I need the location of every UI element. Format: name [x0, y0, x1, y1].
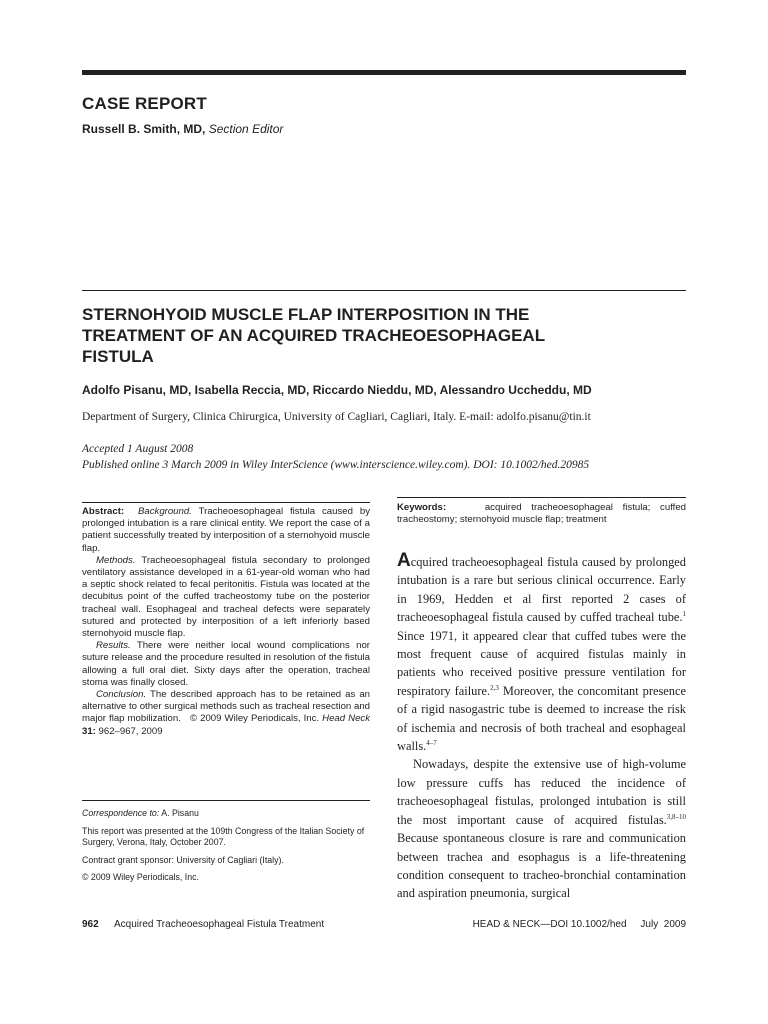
title-line: FISTULA	[82, 347, 154, 366]
body-paragraph: Nowadays, despite the extensive use of high-volume low pressure cuffs has reduced the incidence of tracheoesophageal fistulas, prolonged intubation is still the most important cause of acquired fistulas.$^{3,8-10}$ Because spontaneous closure is rare and communication between trachea and esophagus is a life-threatening condition consequent to tracheo-bronchial contamination and aspiration pneumonia, surgical	[397, 757, 686, 901]
drop-cap: A	[397, 550, 411, 571]
background-label: Background.	[137, 506, 192, 517]
correspondence-note	[82, 808, 370, 820]
author-list: Adolfo Pisanu, MD, Isabella Reccia, MD, Riccardo Nieddu, MD, Alessandro Uccheddu, MD	[82, 383, 592, 397]
affiliation: Department of Surgery, Clinica Chirurgica, University of Cagliari, Cagliari, Italy. E-mail: adolfo.pisanu@tin.it	[82, 411, 591, 423]
section-title: CASE REPORT	[82, 94, 207, 113]
article-title	[82, 304, 662, 367]
abstract	[82, 506, 370, 738]
accepted-date: Accepted 1 August 2008	[82, 443, 194, 455]
abstract-label: Abstract:	[82, 506, 125, 517]
conclusion-label: Conclusion.	[96, 689, 147, 701]
journal-reference: HEAD & NECK—DOI 10.1002/hed July 2009	[472, 919, 686, 930]
citation: 4–7	[426, 738, 437, 747]
top-rule	[82, 70, 686, 75]
abstract-background	[82, 506, 370, 555]
citation: 3,8–10	[666, 812, 686, 821]
keywords-text: acquired tracheoesophageal fistula; cuffed tracheostomy; sternohyoid muscle flap; treatment	[397, 502, 686, 526]
body-paragraph: Acquired tracheoesophageal fistula caused by prolonged intubation is a rare but serious clinical occurrence. Early in 1969, Hedden et al first reported 2 cases of tracheoesophageal fistula caused by cuffed tracheal tube.$^1$ Since 1971, it appeared clear that cuffed tubes were the most frequent cause of acquired fistulas mainly in patients who received positive pressure ventilation for respiratory failure.$^{2,3}$ Moreover, the concomitant presence of a rigid nasogastric tube is deemed to increase the risk of ischemia and necrosis of both tracheal and esophageal walls.$^{4-7}$	[397, 550, 686, 754]
keywords	[397, 502, 686, 526]
abstract-conclusion	[82, 689, 370, 738]
title-rule	[82, 290, 686, 291]
journal-volume: 31:	[82, 725, 96, 737]
abstract-copyright: © 2009 Wiley Periodicals, Inc.	[190, 713, 320, 725]
methods-text: Tracheoesophageal fistula secondary to prolonged ventilatory assistance developed in a 61-year-old woman who had a septic shock related to fecal peritonitis. Fistula was located at the decubitus point of the cuffed tracheostomy tube on the posterior tracheal wall. Esophageal and tracheal defects were separately sutured and protected by interposition of a left inferiorly based sternohyoid muscle flap.	[82, 554, 370, 640]
publication-dates	[82, 441, 589, 473]
methods-label: Methods.	[96, 554, 136, 566]
background-text: Tracheoesophageal fistula caused by prolonged intubation is a rare clinical entity. We report the case of a patient successfully treated by interposition of a sternohyoid muscle flap.	[82, 506, 370, 554]
section-editor-name: Russell B. Smith, MD,	[82, 122, 206, 136]
copyright-note: © 2009 Wiley Periodicals, Inc.	[82, 872, 199, 882]
title-line: STERNOHYOID MUSCLE FLAP INTERPOSITION IN THE	[82, 305, 530, 324]
footnote-rule	[82, 800, 370, 801]
citation: 2,3	[490, 683, 499, 692]
running-title: Acquired Tracheoesophageal Fistula Treatment	[114, 919, 325, 930]
abstract-methods	[82, 555, 370, 640]
abstract-rule	[82, 502, 370, 503]
section-editor	[82, 122, 283, 136]
body-text	[397, 552, 686, 903]
journal-name: Head Neck	[322, 713, 370, 725]
correspondence-name: A. Pisanu	[161, 808, 199, 818]
conclusion-text: The described approach has to be retained as an alternative to other surgical methods such as tracheal resection and major flap mobilization.	[82, 689, 370, 725]
correspondence-label: Correspondence to:	[82, 808, 160, 818]
title-line: TREATMENT OF AN ACQUIRED TRACHEOESOPHAGEAL	[82, 326, 546, 345]
results-text: There were neither local wound complications nor suture release and the procedure resulted in resolution of the fistula allowing a full oral diet. Sixty days after the operation, tracheal stoma was finally closed.	[82, 640, 371, 688]
keywords-label: Keywords:	[397, 502, 447, 513]
footnotes	[82, 808, 370, 890]
page-number: 962	[82, 919, 99, 930]
keywords-rule	[397, 497, 686, 498]
journal-pages: 962–967, 2009	[98, 725, 163, 737]
citation: 1	[682, 610, 686, 619]
results-label: Results.	[96, 640, 131, 652]
published-online: Published online 3 March 2009 in Wiley InterScience (www.interscience.wiley.com). DOI: 10.1002/hed.20985	[82, 459, 590, 471]
grant-note: Contract grant sponsor: University of Cagliari (Italy).	[82, 854, 284, 865]
congress-note: This report was presented at the 109th Congress of the Italian Society of Surgery, Verona, Italy, October 2007.	[82, 825, 365, 847]
abstract-results	[82, 640, 370, 689]
section-editor-role: Section Editor	[208, 122, 284, 136]
